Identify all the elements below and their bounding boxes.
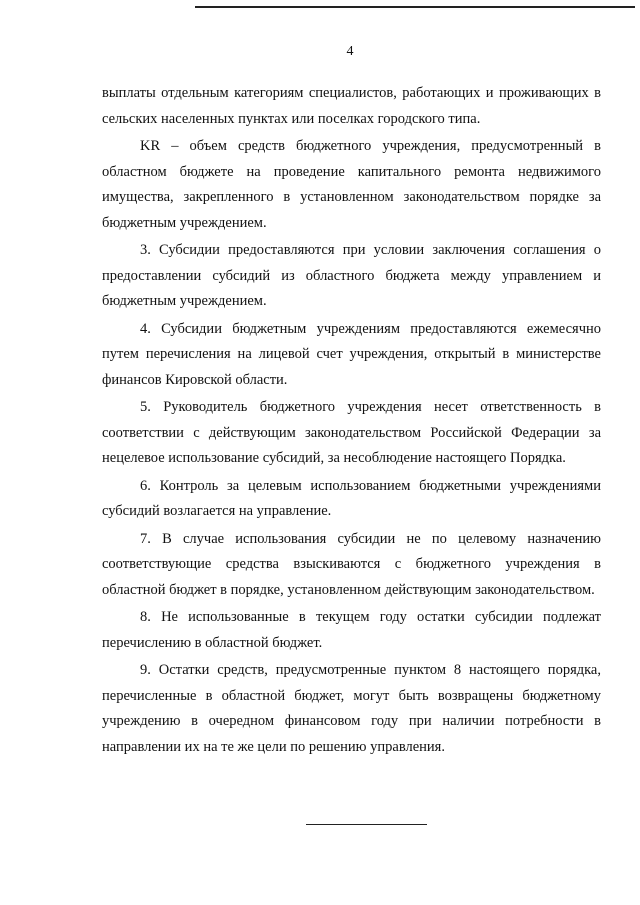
paragraph-item-6: 6. Контроль за целевым использованием бюджетными учреждениями субсидий возлагается на управление. [102,477,601,519]
paragraph-item-5: 5. Руководитель бюджетного учреждения несет ответственность в соответствии с действующим законодательством Российской Федерации за нецелевое использование субсидий, за несоблюдение настоящего Порядка. [102,399,601,466]
top-border-line [195,6,635,8]
page-number: 4 [346,44,354,59]
document-body [102,81,601,760]
paragraph-item-4: 4. Субсидии бюджетным учреждениям предоставляются ежемесячно путем перечисления на лицевой счет учреждения, открытый в министерстве финансов Кировской области. [102,320,601,388]
end-separator-line [306,824,427,825]
paragraph-kr-definition: KR – объем средств бюджетного учреждения, предусмотренный в областном бюджете на проведение капитального ремонта недвижимого имущества, закрепленного в установленном законодательством порядке за бюджетным учреждением. [102,138,601,231]
paragraph-item-3: 3. Субсидии предоставляются при условии заключения соглашения о предоставлении субсидий из областного бюджета между управлением и бюджетным учреждением. [102,242,601,309]
paragraph-item-9: 9. Остатки средств, предусмотренные пунктом 8 настоящего порядка, перечисленные в областной бюджет, могут быть возвращены бюджетному учреждению в очередном финансовом году при наличии потребности в направлении их на те же цели по решению управления. [102,662,601,755]
paragraph-item-8: 8. Не использованные в текущем году остатки субсидии подлежат перечислению в областной бюджет. [102,609,601,651]
paragraph-item-7: 7. В случае использования субсидии не по целевому назначению соответствующие средства взыскиваются с бюджетного учреждения в областной бюджет в порядке, установленном действующим законодательством. [102,530,601,598]
paragraph-continuation: выплаты отдельным категориям специалистов, работающих и проживающих в сельских населенных пунктах или поселках городского типа. [102,85,601,127]
